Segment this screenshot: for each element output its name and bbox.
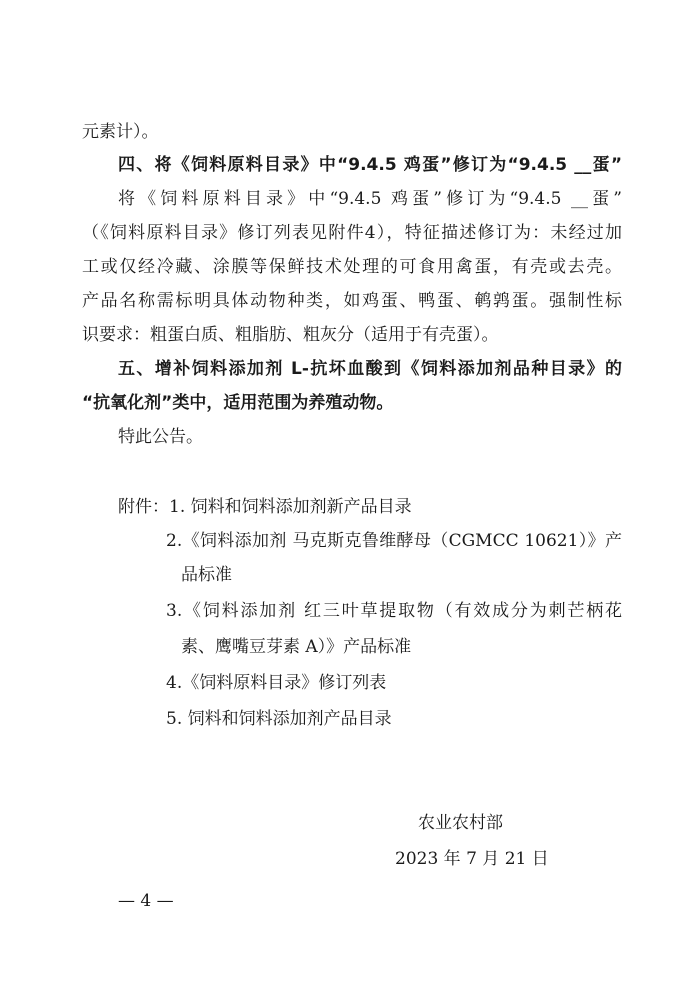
section-five-heading-continuation: “抗氧化剂”类中，适用范围为养殖动物。 bbox=[82, 393, 394, 413]
section-four-text-line: 识要求：粗蛋白质、粗脂肪、粗灰分（适用于有壳蛋）。 bbox=[82, 325, 499, 345]
section-four-heading: 四、将《饲料原料目录》中“9.4.5 鸡蛋”修订为“9.4.5 __蛋” bbox=[118, 155, 622, 175]
page-number: — 4 — bbox=[118, 891, 174, 911]
attachment-item-continuation: 品标准 bbox=[181, 565, 232, 585]
attachment-item: 3.《饲料添加剂 红三叶草提取物（有效成分为刺芒柄花 bbox=[166, 601, 622, 621]
section-four-text-line: 产品名称需标明具体动物种类，如鸡蛋、鸭蛋、鹌鹑蛋。强制性标 bbox=[82, 291, 622, 311]
section-four-text-line: 工或仅经冷藏、涂膜等保鲜技术处理的可食用禽蛋，有壳或去壳。 bbox=[82, 257, 622, 277]
attachment-item: 4.《饲料原料目录》修订列表 bbox=[166, 673, 387, 693]
section-five-heading: 五、增补饲料添加剂 L-抗坏血酸到《饲料添加剂品种目录》的 bbox=[118, 359, 622, 379]
attachment-item: 5. 饲料和饲料添加剂产品目录 bbox=[166, 709, 392, 729]
attachment-item: 附件：1. 饲料和饲料添加剂新产品目录 bbox=[118, 497, 412, 517]
issue-date: 2023 年 7 月 21 日 bbox=[395, 849, 549, 869]
closing-notice: 特此公告。 bbox=[118, 427, 203, 447]
attachment-item-continuation: 素、鹰嘴豆芽素 A）》产品标准 bbox=[181, 637, 412, 657]
section-four-text-line: （《饲料原料目录》修订列表见附件4），特征描述修订为：未经过加 bbox=[82, 223, 622, 243]
attachment-item: 2.《饲料添加剂 马克斯克鲁维酵母（CGMCC 10621）》产 bbox=[166, 531, 622, 551]
section-four-text-line: 将《饲料原料目录》中“9.4.5 鸡蛋”修订为“9.4.5 __蛋” bbox=[118, 189, 622, 209]
issuer-name: 农业农村部 bbox=[418, 813, 503, 833]
paragraph-continuation: 元素计）。 bbox=[82, 122, 159, 142]
